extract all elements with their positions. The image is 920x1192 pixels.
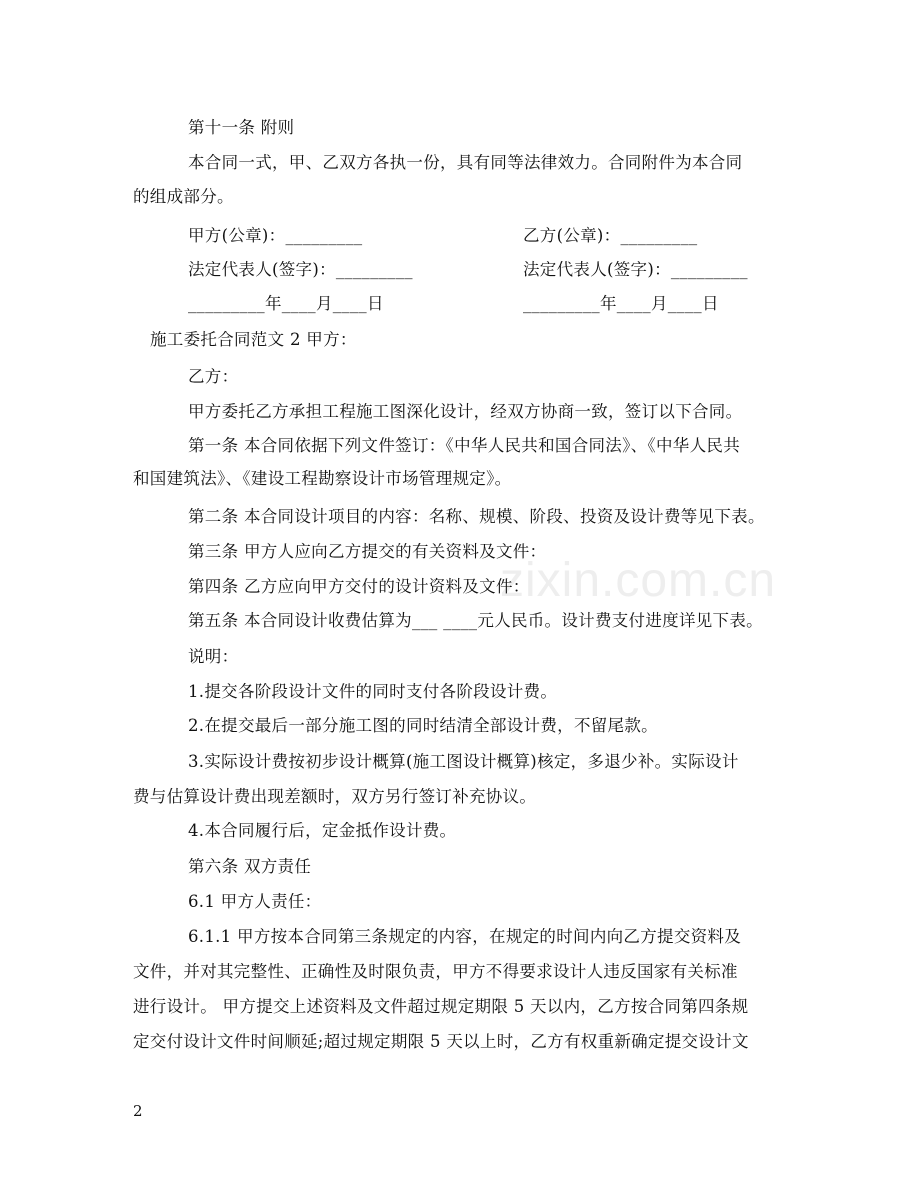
section-title: 施工委托合同范文 2 甲方： bbox=[150, 330, 357, 349]
article-6-heading: 第六条 双方责任 bbox=[188, 857, 312, 876]
article-3-line: 第三条 甲方人应向乙方提交的有关资料及文件： bbox=[188, 542, 547, 561]
party-b-date-field: _________年____月____日 bbox=[523, 294, 719, 313]
article-11-heading: 第十一条 附则 bbox=[188, 118, 295, 137]
paragraph-line: 甲方委托乙方承担工程施工图深化设计，经双方协商一致，签订以下合同。 bbox=[188, 402, 743, 421]
paragraph-line: 和国建筑法》、《建设工程勘察设计市场管理规定》。 bbox=[133, 469, 512, 488]
paragraph-line: 本合同一式，甲、乙双方各执一份，具有同等法律效力。合同附件为本合同 bbox=[188, 153, 743, 172]
subsection-heading: 6.1 甲方人责任： bbox=[188, 892, 322, 911]
notes-heading: 说明： bbox=[188, 647, 239, 666]
party-b-seal-field: 乙方(公章)：_________ bbox=[523, 226, 698, 245]
paragraph-line: 定交付设计文件时间顺延;超过规定期限 5 天以上时，乙方有权重新确定提交设计文 bbox=[133, 1032, 749, 1051]
party-b-label: 乙方： bbox=[188, 367, 239, 386]
article-2-line: 第二条 本合同设计项目的内容：名称、规模、阶段、投资及设计费等见下表。 bbox=[188, 507, 765, 526]
party-b-representative-field: 法定代表人(签字)：_________ bbox=[523, 260, 748, 279]
note-item-3: 3.实际设计费按初步设计概算(施工图设计概算)核定，多退少补。实际设计 bbox=[188, 752, 739, 771]
article-4-line: 第四条 乙方应向甲方交付的设计资料及文件： bbox=[188, 577, 530, 596]
note-item-4: 4.本合同履行后，定金抵作设计费。 bbox=[188, 821, 457, 840]
party-a-representative-field: 法定代表人(签字)：_________ bbox=[188, 260, 413, 279]
watermark: zixin.com.cn bbox=[500, 554, 777, 607]
paragraph-line: 6.1.1 甲方按本合同第三条规定的内容，在规定的时间内向乙方提交资料及 bbox=[188, 927, 742, 946]
article-5-line: 第五条 本合同设计收费估算为___ ____元人民币。设计费支付进度详见下表。 bbox=[188, 611, 763, 630]
paragraph-line: 文件，并对其完整性、正确性及时限负责，甲方不得要求设计人违反国家有关标准 bbox=[133, 962, 738, 981]
note-item-1: 1.提交各阶段设计文件的同时支付各阶段设计费。 bbox=[188, 682, 558, 701]
note-item-2: 2.在提交最后一部分施工图的同时结清全部设计费，不留尾款。 bbox=[188, 716, 658, 735]
paragraph-line: 进行设计。 甲方提交上述资料及文件超过规定期限 5 天以内，乙方按合同第四条规 bbox=[133, 997, 749, 1016]
party-a-date-field: _________年____月____日 bbox=[188, 294, 384, 313]
paragraph-line: 的组成部分。 bbox=[133, 187, 234, 206]
paragraph-line: 费与估算设计费出现差额时，双方另行签订补充协议。 bbox=[133, 787, 537, 806]
page-number: 2 bbox=[133, 1102, 143, 1120]
party-a-seal-field: 甲方(公章)：_________ bbox=[188, 226, 363, 245]
article-1-line: 第一条 本合同依据下列文件签订：《中华人民共和国合同法》、《中华人民共 bbox=[188, 436, 740, 455]
